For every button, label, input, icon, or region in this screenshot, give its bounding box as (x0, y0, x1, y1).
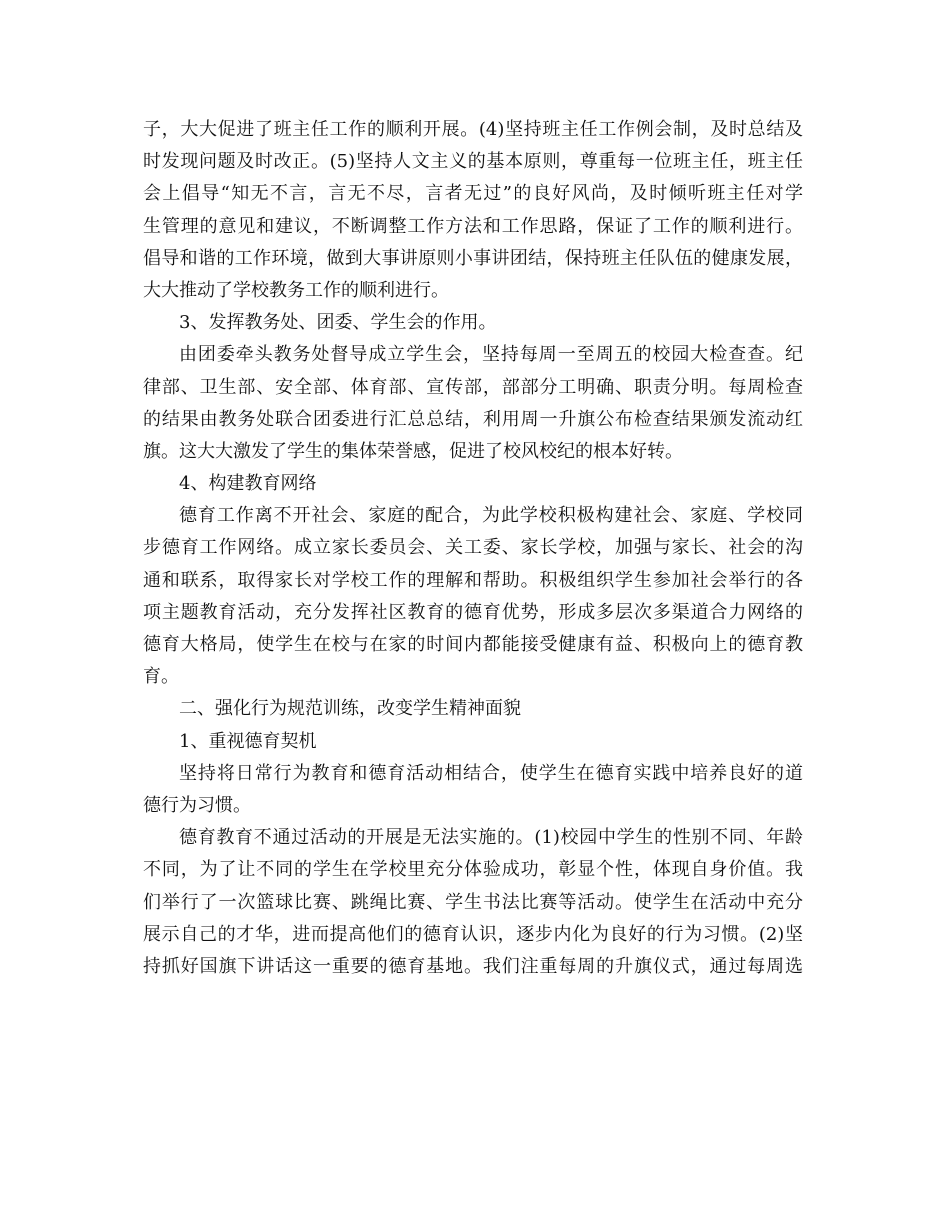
text-line: 通和联系，取得家长对学校工作的理解和帮助。积极组织学生参加社会举行的各 (143, 569, 803, 591)
text-line: 由团委牵头教务处督导成立学生会，坚持每周一至周五的校园大检查查。纪 (179, 344, 803, 366)
text-line: 4、构建教育网络 (179, 473, 317, 495)
text-line: 德行为习惯。 (143, 794, 251, 816)
text-line: 德育教育不通过活动的开展是无法实施的。(1)校园中学生的性别不同、年龄 (179, 827, 803, 849)
text-line: 步德育工作网络。成立家长委员会、关工委、家长学校，加强与家长、社会的沟 (143, 537, 803, 559)
text-line: 旗。这大大激发了学生的集体荣誉感，促进了校风校纪的根本好转。 (143, 440, 683, 462)
text-line: 不同，为了让不同的学生在学校里充分体验成功，彰显个性，体现自身价值。我 (143, 859, 803, 881)
text-line: 德育工作离不开社会、家庭的配合，为此学校积极构建社会、家庭、学校同 (179, 505, 803, 527)
text-line: 生管理的意见和建议，不断调整工作方法和工作思路，保证了工作的顺利进行。 (143, 215, 803, 237)
text-line: 持抓好国旗下讲话这一重要的德育基地。我们注重每周的升旗仪式，通过每周选 (143, 955, 803, 977)
text-line: 律部、卫生部、安全部、体育部、宣传部，部部分工明确、职责分明。每周检查 (143, 376, 803, 398)
text-line: 子，大大促进了班主任工作的顺利开展。(4)坚持班主任工作例会制，及时总结及 (143, 119, 803, 140)
text-line: 大大推动了学校教务工作的顺利进行。 (143, 279, 449, 301)
text-line: 二、强化行为规范训练，改变学生精神面貌 (179, 698, 521, 720)
text-line: 倡导和谐的工作环境，做到大事讲原则小事讲团结，保持班主任队伍的健康发展， (143, 247, 803, 269)
text-line: 项主题教育活动，充分发挥社区教育的德育优势，形成多层次多渠道合力网络的 (143, 601, 803, 623)
text-line: 时发现问题及时改正。(5)坚持人文主义的基本原则，尊重每一位班主任，班主任 (143, 151, 803, 173)
text-line: 会上倡导“知无不言，言无不尽，言者无过”的良好风尚，及时倾听班主任对学 (143, 183, 803, 205)
text-line: 3、发挥教务处、团委、学生会的作用。 (179, 312, 497, 334)
text-line: 德育大格局，使学生在校与在家的时间内都能接受健康有益、积极向上的德育教 (143, 634, 803, 655)
text-line: 坚持将日常行为教育和德育活动相结合，使学生在德育实践中培养良好的道 (179, 762, 803, 784)
text-line: 展示自己的才华，进而提高他们的德育认识，逐步内化为良好的行为习惯。(2)坚 (143, 923, 803, 945)
text-line: 的结果由教务处联合团委进行汇总总结，利用周一升旗公布检查结果颁发流动红 (143, 408, 803, 430)
text-line: 育。 (143, 666, 179, 688)
document-body (143, 114, 803, 983)
text-line: 1、重视德育契机 (179, 730, 317, 752)
text-line: 们举行了一次篮球比赛、跳绳比赛、学生书法比赛等活动。使学生在活动中充分 (143, 891, 803, 913)
